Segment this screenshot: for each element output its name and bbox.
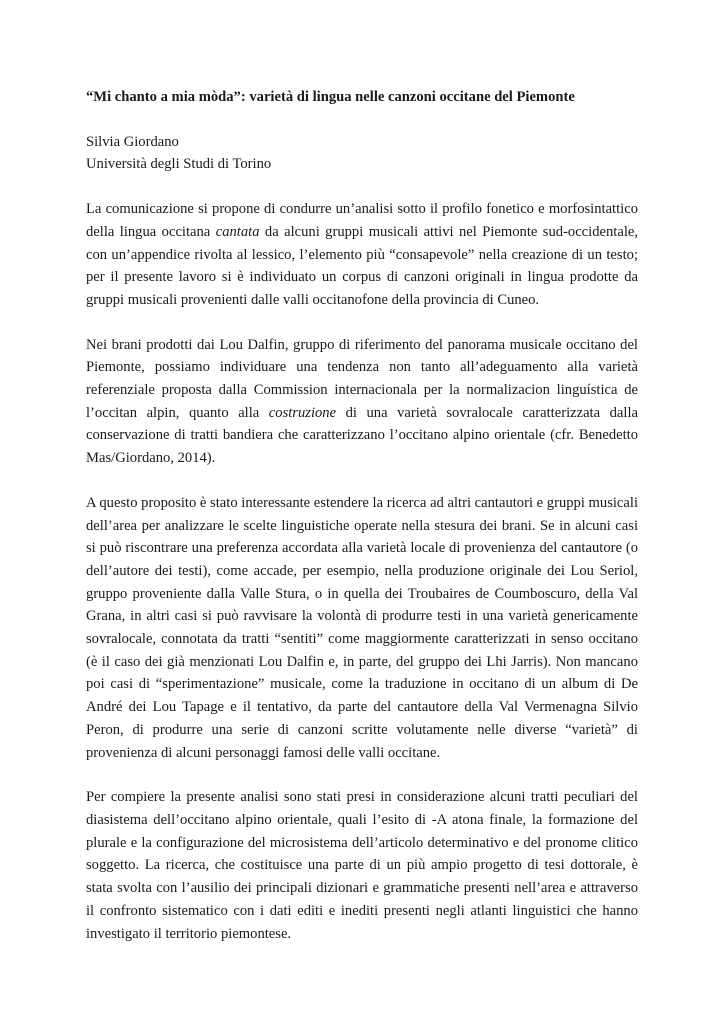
paragraph-2-text-c: di una varietà sovralocale caratterizzata dalla conservazione di tratti bandiera che caratterizzano l’occitano alpino orientale (cfr. Benedetto Mas/Giordano, 2014). xyxy=(86,404,638,467)
document-page xyxy=(86,86,638,945)
paragraph-1-italic-term: cantata xyxy=(215,223,260,240)
paragraph-1-text-a: La comunicazione si propone di condurre un’analisi sotto il profilo fonetico e morfosintattico della lingua occitana xyxy=(86,201,638,240)
author-affiliation: Università degli Studi di Torino xyxy=(86,156,272,173)
paragraph-2 xyxy=(86,334,638,470)
paragraph-3: A questo proposito è stato interessante estendere la ricerca ad altri cantautori e gruppi musicali dell’area per analizzare le scelte linguistiche operate nella stesura dei brani. Se in alcuni casi si può riscontrare una preferenza accordata alla varietà locale di provenienza del cantautore (o dell’autore dei testi), come accade, per esempio, nella produzione originale dei Lou Seriol, gruppo proveniente dalla Valle Stura, o in quella dei Troubaires de Coumboscuro, della Val Grana, in altri casi si può ravvisare la volontà di produrre testi in una varietà genericamente sovralocale, connotata da tratti “sentiti” come maggiormente caratterizzati in senso occitano (è il caso dei già menzionati Lou Dalfin e, in parte, del gruppo dei Lhi Jarris). Non mancano poi casi di “sperimentazione” musicale, come la traduzione in occitano di un album di De André dei Lou Tapage e il tentativo, da parte del cantautore della Val Vermenagna Silvio Peron, di produrre una serie di canzoni scritte volutamente nelle diverse “varietà” di provenienza di alcuni personaggi famosi delle valli occitane. xyxy=(86,494,638,761)
document-title: “Mi chanto a mia mòda”: varietà di lingua nelle canzoni occitane del Piemonte xyxy=(86,89,575,105)
paragraph-1-text-c: da alcuni gruppi musicali attivi nel Piemonte sud-occidentale, con un’appendice rivolta al lessico, l’elemento più “consapevole” nella creazione di un testo; per il presente lavoro si è individuato un corpus di canzoni originali in lingua prodotte da gruppi musicali provenienti dalle valli occitanofone della provincia di Cuneo. xyxy=(86,223,638,308)
paragraph-4: Per compiere la presente analisi sono stati presi in considerazione alcuni tratti peculiari del diasistema dell’occitano alpino orientale, quali l’esito di -A atona finale, la formazione del plurale e la configurazione del microsistema dell’articolo determinativo e del pronome clitico soggetto. La ricerca, che costituisce una parte di un più ampio progetto di tesi dottorale, è stata svolta con l’ausilio dei principali dizionari e grammatiche presenti nell’area e attraverso il confronto sistematico con i dati editi e inediti presenti negli atlanti linguistici che hanno investigato il territorio piemontese. xyxy=(86,789,638,942)
paragraph-2-italic-term: costruzione xyxy=(268,404,337,421)
paragraph-2-text-a: Nei brani prodotti dai Lou Dalfin, gruppo di riferimento del panorama musicale occitano del Piemonte, possiamo individuare una tendenza non tanto all’adeguamento alla varietà referenziale proposta dalla Commission internacionala per la normalizacion linguística de l’occitan alpin, quanto alla xyxy=(86,336,638,421)
author-block xyxy=(86,131,638,176)
author-name: Silvia Giordano xyxy=(86,133,179,150)
paragraph-1 xyxy=(86,198,638,312)
